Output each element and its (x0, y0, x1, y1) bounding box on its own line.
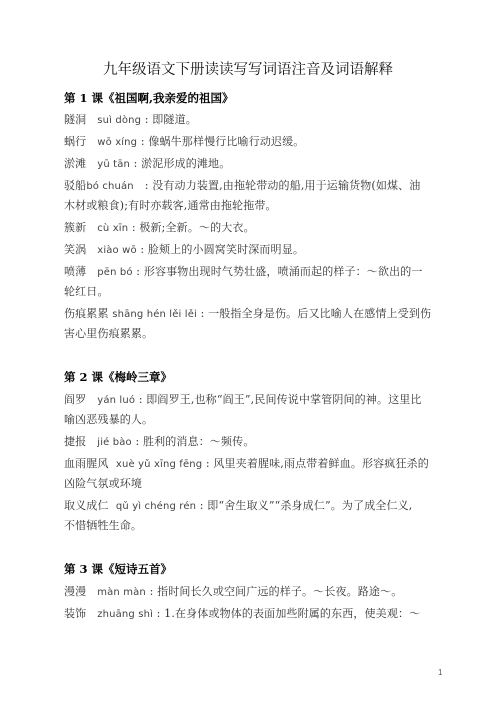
vocab-entry: 捷报 jié bào : 胜利的消息：～频传。 (64, 435, 255, 448)
vocab-entry: 驳船bó chuán : 没有动力装置,由拖轮带动的船,用于运输货物(如煤、油 (64, 179, 421, 192)
entry-definition: 胜利的消息：～频传。 (142, 435, 255, 448)
entry-definition: 即隧道。 (152, 113, 197, 126)
entry-pinyin: qǔ yì chéng rén (115, 501, 197, 512)
entry-pinyin: shāng hén lěi lěi (112, 309, 197, 320)
page-number: 1 (438, 668, 443, 677)
entry-pinyin: cù xīn (97, 223, 129, 234)
entry-definition: 即“舍生取义”“杀身成仁”。为了成全仁义, (207, 499, 413, 512)
entry-definition: 没有动力装置,由拖轮带动的船,用于运输货物(如煤、油 (152, 179, 421, 192)
entry-definition: 极新;全新。～的大衣。 (139, 221, 255, 234)
vocab-entry: 装饰 zhuāng shì : 1.在身体或物体的表面加些附属的东西，使美观：～ (64, 607, 421, 620)
entry-word: 簇新 (64, 221, 87, 234)
entry-pinyin: yán luó (97, 395, 136, 406)
entry-word: 笑涡 (64, 243, 87, 256)
entry-word: 漫漫 (64, 585, 87, 598)
entry-word: 驳船 (64, 179, 87, 192)
entry-continuation: 害心里伤痕累累。 (64, 327, 154, 340)
entry-word: 伤痕累累 (64, 307, 109, 320)
entry-pinyin: màn màn (97, 587, 146, 598)
lesson-heading: 第 3 课《短诗五首》 (64, 562, 173, 576)
entry-pinyin: xiào wō (97, 245, 137, 256)
entry-pinyin: bó chuán (86, 181, 134, 192)
entry-pinyin: xuè yǔ xīng fēng (115, 459, 203, 470)
vocab-entry: 淤滩 yū tān : 淤泥形成的滩地。 (64, 157, 231, 170)
entry-pinyin: pēn bó (97, 267, 133, 278)
vocab-entry: 漫漫 màn màn : 指时间长久或空间广远的样子。～长夜。路途～。 (64, 585, 403, 598)
entry-continuation: 不惜牺牲生命。 (64, 519, 143, 532)
entry-pinyin: zhuāng shì (97, 609, 154, 620)
document-title: 九年级语文下册读读写写词语注音及词语解释 (103, 62, 393, 78)
entry-continuation: 轮红日。 (64, 285, 109, 298)
entry-continuation: 木材或粮食);有时亦载客,通常由拖轮拖带。 (64, 199, 277, 212)
entry-definition: 像蜗牛那样慢行比喻行动迟缓。 (148, 135, 305, 148)
entry-word: 淤滩 (64, 157, 87, 170)
entry-word: 血雨腥风 (64, 457, 109, 470)
entry-definition: 脸颊上的小圆窝笑时深而明显。 (147, 243, 304, 256)
entry-definition: 即阎罗王,也称“阎王”,民间传说中掌管阴间的神。这里比 (146, 393, 422, 406)
entry-definition: 指时间长久或空间广远的样子。～长夜。路途～。 (157, 585, 403, 598)
entry-pinyin: jié bào (97, 437, 132, 448)
entry-word: 蜗行 (64, 135, 87, 148)
vocab-entry: 隧洞 suì dòng : 即隧道。 (64, 113, 197, 126)
entry-word: 捷报 (64, 435, 87, 448)
entry-pinyin: suì dòng (97, 115, 142, 126)
vocab-entry: 伤痕累累 shāng hén lěi lěi : 一般指全身是伤。后又比喻人在感情上受到伤 (64, 307, 432, 320)
entry-definition: 1.在身体或物体的表面加些附属的东西，使美观：～ (164, 607, 421, 620)
vocab-entry: 笑涡 xiào wō : 脸颊上的小圆窝笑时深而明显。 (64, 243, 304, 256)
vocab-entry: 血雨腥风 xuè yǔ xīng fēng : 风里夹着腥味,雨点带着鲜血。形容疯狂杀的 (64, 457, 429, 470)
vocab-entry: 簇新 cù xīn : 极新;全新。～的大衣。 (64, 221, 255, 234)
vocab-entry: 阎罗 yán luó : 即阎罗王,也称“阎王”,民间传说中掌管阴间的神。这里比 (64, 393, 422, 406)
vocab-entry: 取义成仁 qǔ yì chéng rén : 即“舍生取义”“杀身成仁”。为了成全仁义, (64, 499, 413, 512)
entry-continuation: 喻凶恶残暴的人。 (64, 413, 154, 426)
lesson-heading: 第 1 课《祖国啊,我亲爱的祖国》 (64, 91, 234, 105)
entry-pinyin: wō xíng (97, 137, 138, 148)
entry-definition: 风里夹着腥味,雨点带着鲜血。形容疯狂杀的 (213, 457, 429, 470)
vocab-entry: 喷薄 pēn bó : 形容事物出现时气势壮盛，喷涌而起的样子：～欲出的一 (64, 265, 423, 278)
lesson-heading: 第 2 课《梅岭三章》 (64, 370, 173, 384)
entry-definition: 形容事物出现时气势壮盛，喷涌而起的样子：～欲出的一 (143, 265, 423, 278)
entry-word: 阎罗 (64, 393, 87, 406)
entry-word: 取义成仁 (64, 499, 109, 512)
entry-word: 喷薄 (64, 265, 87, 278)
entry-word: 装饰 (64, 607, 87, 620)
entry-word: 隧洞 (64, 113, 87, 126)
entry-definition: 淤泥形成的滩地。 (141, 157, 231, 170)
vocab-entry: 蜗行 wō xíng : 像蜗牛那样慢行比喻行动迟缓。 (64, 135, 305, 148)
entry-continuation: 凶险气氛或环境 (64, 477, 143, 490)
entry-pinyin: yū tān (97, 159, 130, 170)
entry-definition: 一般指全身是伤。后又比喻人在感情上受到伤 (208, 307, 432, 320)
